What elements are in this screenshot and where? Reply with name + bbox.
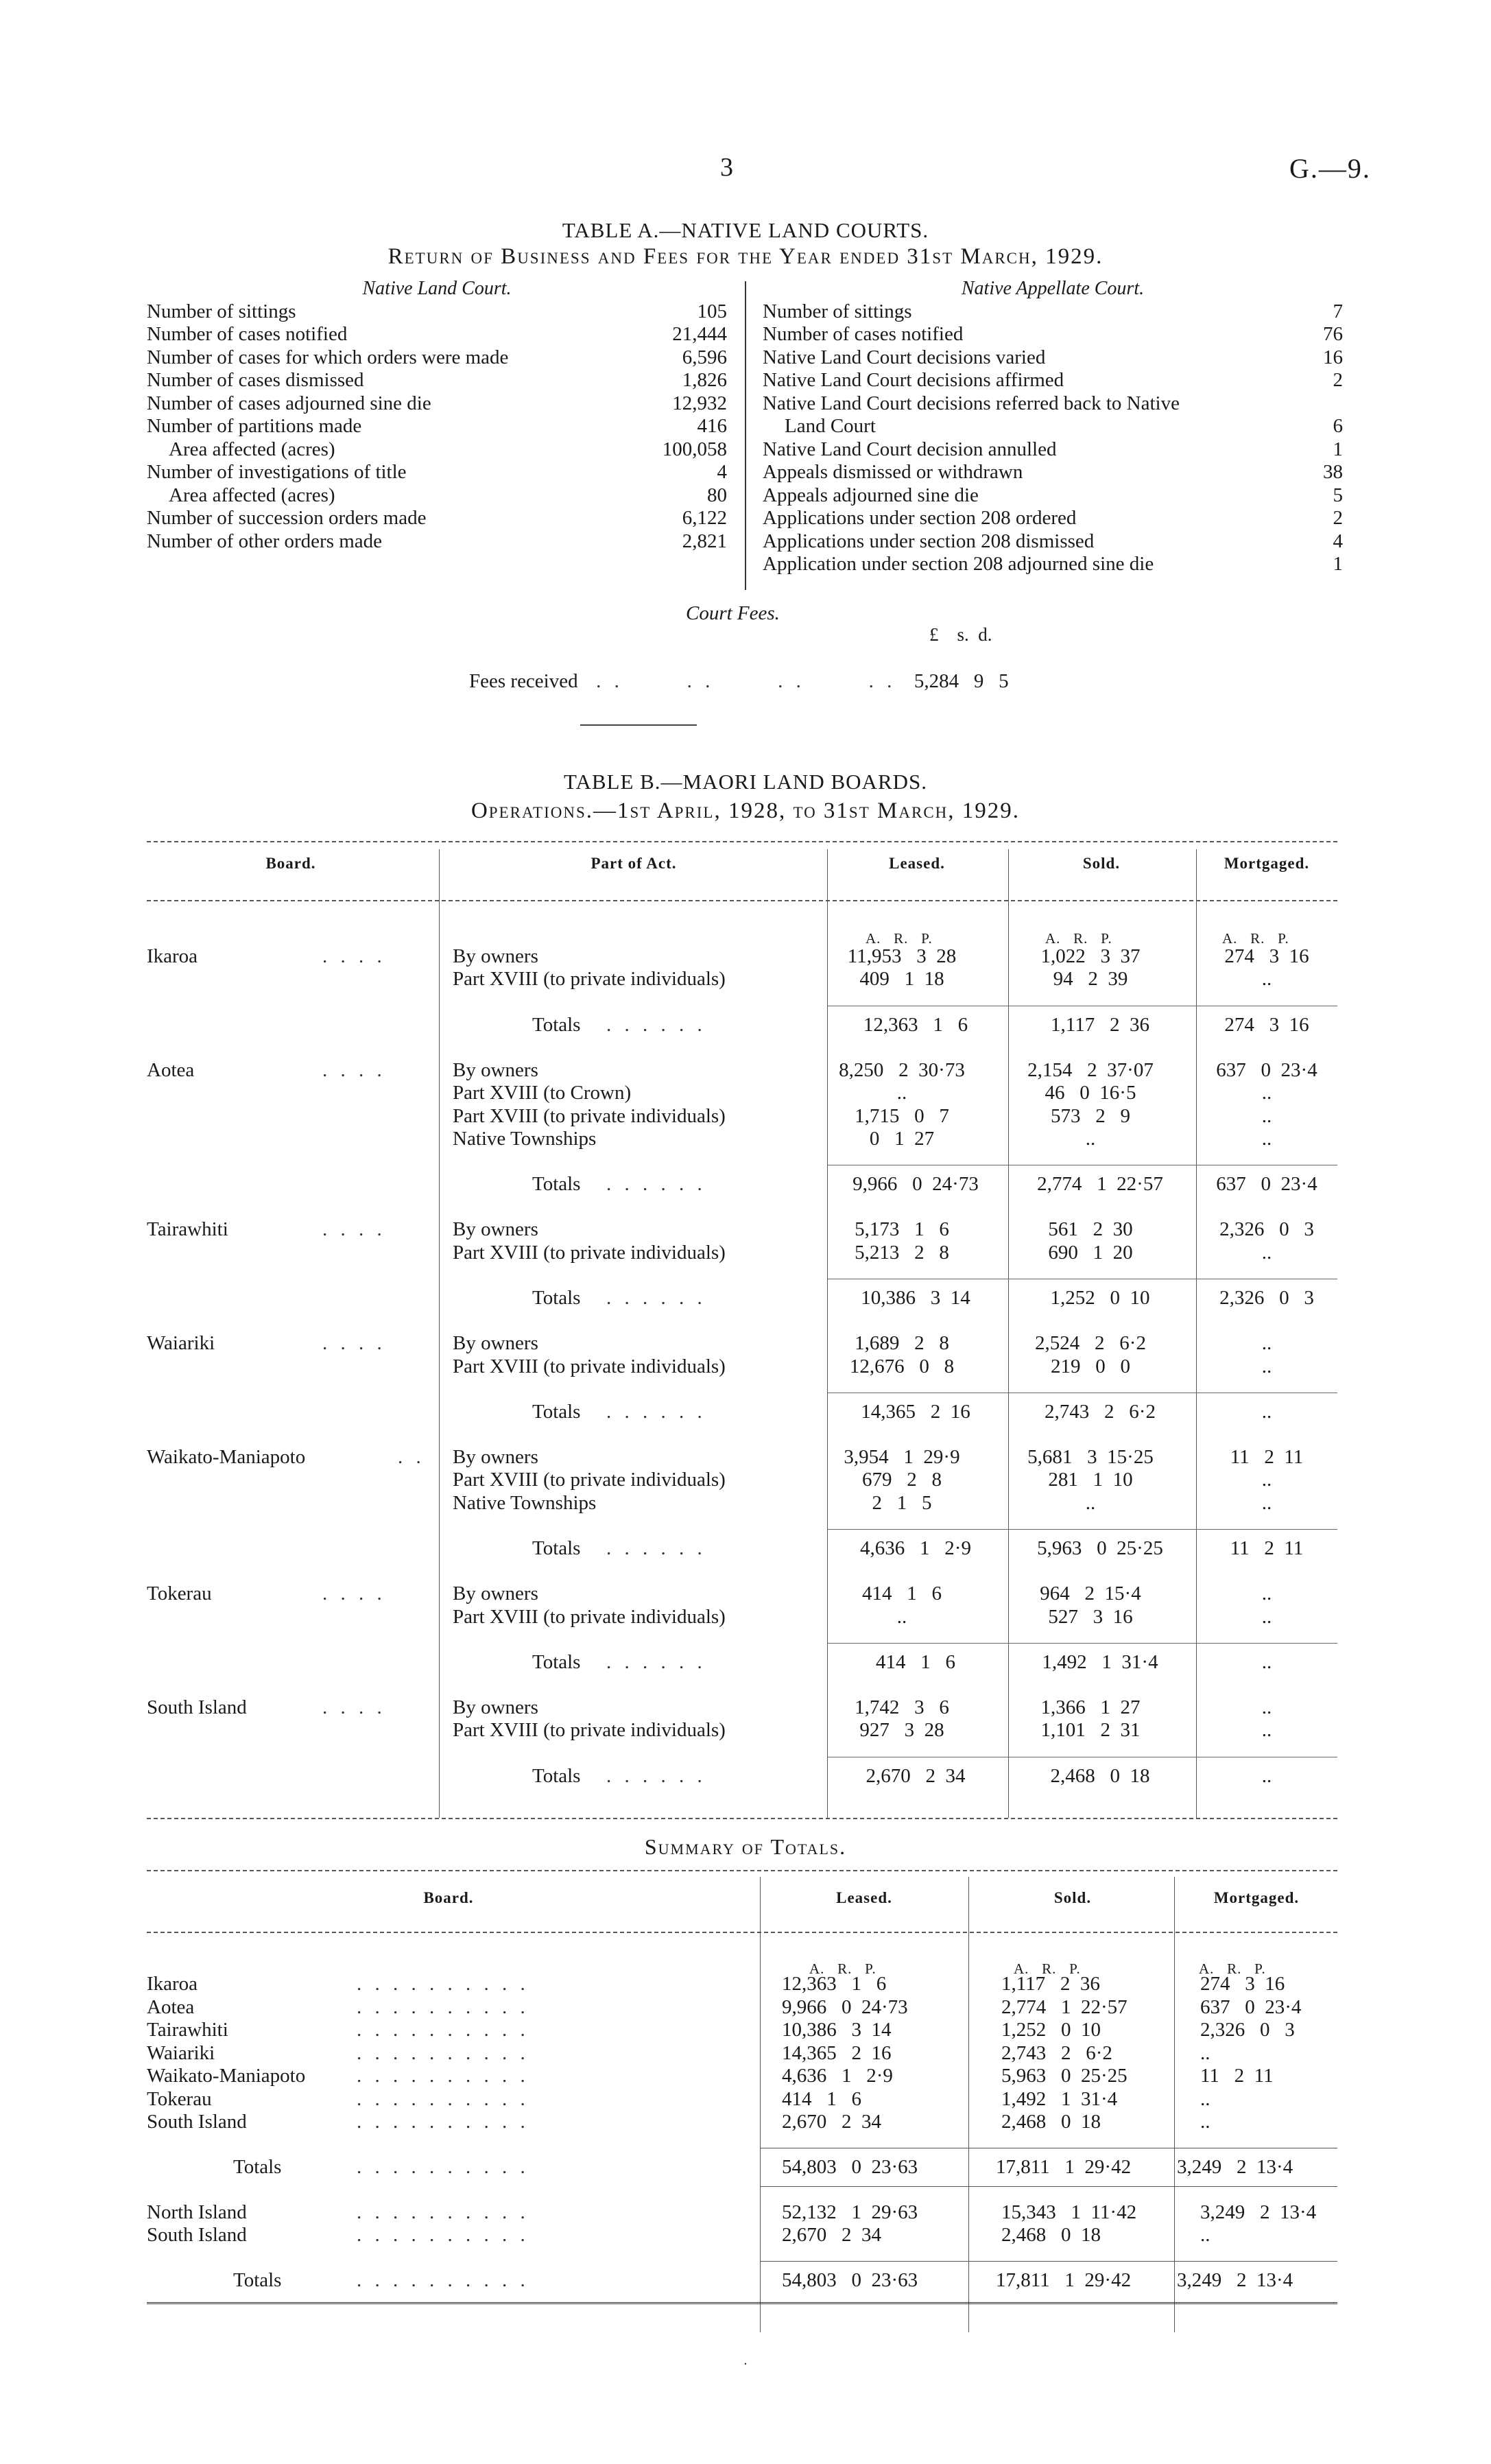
row-label: Appeals adjourned sine die xyxy=(763,484,979,506)
summary-column-rule xyxy=(968,1877,969,2332)
summary-leased: 2,670 2 34 xyxy=(782,2224,881,2246)
row-label: Area affected (acres) xyxy=(169,484,335,506)
table-b-title: TABLE B.—MAORI LAND BOARDS. xyxy=(563,770,927,794)
mortgaged-value: .. xyxy=(1261,1719,1272,1742)
row-label: Appeals dismissed or withdrawn xyxy=(763,461,1023,483)
part-of-act: Part XVIII (to Crown) xyxy=(453,1082,632,1104)
table-a-row xyxy=(763,553,1343,576)
leader-dots: . . . . . . xyxy=(606,1013,706,1036)
row-value: 4 xyxy=(717,461,727,483)
table-a-row xyxy=(147,415,727,438)
sold-value: 94 2 39 xyxy=(1053,968,1128,991)
row-label: Number of cases notified xyxy=(763,323,964,345)
leader-dots: . . . . . . xyxy=(606,1287,706,1310)
row-label: Number of cases adjourned sine die xyxy=(147,392,431,414)
summary-board: South Island xyxy=(147,2224,247,2246)
leader-dots: . . . . . . xyxy=(606,1764,706,1787)
row-label: Application under section 208 adjourned sine die xyxy=(763,553,1154,575)
table-b-bottom-rule xyxy=(147,1818,1337,1819)
summary-mortgaged: 274 3 16 xyxy=(1200,1973,1285,1995)
summary-top-rule xyxy=(147,1870,1337,1871)
sold-total: 1,252 0 10 xyxy=(1050,1287,1150,1310)
part-of-act-column-header: Part of Act. xyxy=(591,855,677,872)
row-value: 6,122 xyxy=(682,507,727,529)
part-of-act: Part XVIII (to private individuals) xyxy=(453,1104,726,1127)
summary-leased-header: Leased. xyxy=(836,1889,892,1906)
table-a-row xyxy=(763,530,1343,554)
board-name: Waikato-Maniapoto xyxy=(147,1446,306,1468)
row-value: 416 xyxy=(697,415,727,437)
leased-total: 2,670 2 34 xyxy=(866,1764,966,1787)
sold-value: 527 3 16 xyxy=(1048,1605,1133,1628)
summary-board: Ikaroa xyxy=(147,1973,198,1995)
leader-dots: . . . . xyxy=(322,1218,386,1241)
leased-value: 3,954 1 29·9 xyxy=(844,1446,960,1468)
part-of-act: Part XVIII (to private individuals) xyxy=(453,1719,726,1742)
summary-board: Waikato-Maniapoto xyxy=(147,2065,306,2087)
mortgaged-total: .. xyxy=(1261,1401,1272,1423)
totals-label: Totals xyxy=(532,1013,581,1036)
sold-value: 5,681 3 15·25 xyxy=(1027,1446,1154,1468)
table-a-subtitle: Return of Business and Fees for the Year ended 31st March, 1929. xyxy=(387,244,1104,269)
part-of-act: Native Townships xyxy=(453,1491,597,1514)
board-name: Tairawhiti xyxy=(147,1218,228,1241)
leased-total: 12,363 1 6 xyxy=(863,1013,968,1036)
leased-value: 679 2 8 xyxy=(862,1469,942,1491)
table-b-subtitle: Operations.—1st April, 1928, to 31st March, 1929. xyxy=(470,798,1021,823)
table-b-column-rule xyxy=(1196,849,1197,1818)
sold-total: 2,468 0 18 xyxy=(1050,1764,1150,1787)
leased-total: 9,966 0 24·73 xyxy=(852,1173,979,1196)
row-value: 80 xyxy=(707,484,727,506)
mortgaged-value: .. xyxy=(1261,1241,1272,1264)
totals-label: Totals xyxy=(532,1764,581,1787)
mortgaged-value: 274 3 16 xyxy=(1224,945,1309,967)
table-b-column-rule xyxy=(1008,849,1009,1818)
summary-units-0: A. R. P. xyxy=(809,1960,876,1977)
table-a-row xyxy=(147,346,727,370)
row-value: 76 xyxy=(1323,323,1343,345)
row-value: 38 xyxy=(1323,461,1343,483)
table-a-row xyxy=(763,300,1343,324)
row-label: Native Land Court decisions referred back to Native xyxy=(763,392,1180,414)
row-label: Native Land Court decisions affirmed xyxy=(763,369,1064,391)
summary-board: Waiariki xyxy=(147,2041,215,2064)
totals-label: Totals xyxy=(532,1287,581,1310)
row-label: Land Court xyxy=(785,415,876,437)
sold-value: 1,101 2 31 xyxy=(1040,1719,1141,1742)
mortgaged-total: .. xyxy=(1261,1651,1272,1673)
part-of-act: Part XVIII (to private individuals) xyxy=(453,1605,726,1628)
mortgaged-total: .. xyxy=(1261,1764,1272,1787)
row-value: 1,826 xyxy=(682,369,727,391)
summary-leased: 414 1 6 xyxy=(782,2087,861,2110)
summary-sold: 1,252 0 10 xyxy=(1001,2019,1101,2041)
row-value: 5 xyxy=(1333,484,1343,506)
mortgaged-value: .. xyxy=(1261,1128,1272,1150)
row-value: 6 xyxy=(1333,415,1343,437)
table-b-top-rule xyxy=(147,841,1337,842)
leader-dots: . . . . . . . . . . xyxy=(357,2041,529,2064)
board-name: Aotea xyxy=(147,1058,195,1081)
row-label: Area affected (acres) xyxy=(169,438,335,460)
part-of-act: Part XVIII (to private individuals) xyxy=(453,968,726,991)
units-label-sold: A. R. P. xyxy=(1045,930,1112,947)
part-of-act: By owners xyxy=(453,1332,538,1355)
mortgaged-value: .. xyxy=(1261,1605,1272,1628)
leader-dots: . . xyxy=(398,1446,425,1468)
summary-column-rule xyxy=(1174,1877,1175,2332)
summary-leased: 9,966 0 24·73 xyxy=(782,1995,908,2018)
leased-value: 414 1 6 xyxy=(862,1583,942,1605)
summary-sold: 2,774 1 22·57 xyxy=(1001,1995,1128,2018)
sold-column-header: Sold. xyxy=(1082,855,1121,872)
summary-leased: 14,365 2 16 xyxy=(782,2041,892,2064)
mortgaged-value: .. xyxy=(1261,1104,1272,1127)
mortgaged-total: 11 2 11 xyxy=(1230,1537,1304,1560)
mortgaged-value: .. xyxy=(1261,1332,1272,1355)
table-a-row xyxy=(763,346,1343,370)
leader-dots: . . . . xyxy=(322,1332,386,1355)
native-land-court-heading: Native Land Court. xyxy=(362,278,512,299)
mortgaged-total: 274 3 16 xyxy=(1224,1013,1309,1036)
row-label: Native Land Court decisions varied xyxy=(763,346,1046,368)
row-label: Number of cases dismissed xyxy=(147,369,364,391)
summary-sold: 1,117 2 36 xyxy=(1001,1973,1100,1995)
leader-dots: . . . . . . . . . . xyxy=(357,2224,529,2246)
row-label: Number of sittings xyxy=(147,300,296,322)
sold-total: 1,117 2 36 xyxy=(1051,1013,1149,1036)
leader-dots: . . . . xyxy=(322,1058,386,1081)
row-value: 105 xyxy=(697,300,727,322)
row-label: Number of sittings xyxy=(763,300,912,322)
table-a-row xyxy=(147,438,727,462)
totals-label: Totals xyxy=(532,1537,581,1560)
leader-dots: . . . . . . xyxy=(606,1401,706,1423)
row-value: 2 xyxy=(1333,369,1343,391)
column-divider xyxy=(745,281,746,590)
table-a-row xyxy=(763,438,1343,462)
row-value: 100,058 xyxy=(662,438,727,460)
mortgaged-value: .. xyxy=(1261,1469,1272,1491)
board-name: Ikaroa xyxy=(147,945,198,967)
mortgaged-total: 637 0 23·4 xyxy=(1216,1173,1317,1196)
leased-value: 1,742 3 6 xyxy=(855,1696,949,1718)
leased-total: 4,636 1 2·9 xyxy=(860,1537,971,1560)
row-label: Number of succession orders made xyxy=(147,507,427,529)
table-a-row xyxy=(763,461,1343,484)
row-value: 12,932 xyxy=(672,392,727,414)
leader-dots: . . . . . . . . . . xyxy=(357,2111,529,2133)
sold-total: 2,774 1 22·57 xyxy=(1037,1173,1163,1196)
subtotal-rule xyxy=(827,1643,1337,1644)
row-value: 2,821 xyxy=(682,530,727,552)
part-of-act: Part XVIII (to private individuals) xyxy=(453,1241,726,1264)
part-of-act: By owners xyxy=(453,945,538,967)
table-a-title: TABLE A.—NATIVE LAND COURTS. xyxy=(562,218,929,242)
sold-total: 2,743 2 6·2 xyxy=(1045,1401,1156,1423)
leased-total: 10,386 3 14 xyxy=(861,1287,970,1310)
summary-sold-header: Sold. xyxy=(1053,1889,1092,1906)
part-of-act: Native Townships xyxy=(453,1128,597,1150)
summary-column-rule xyxy=(760,1877,761,2332)
summary-total-leased: 54,803 0 23·63 xyxy=(782,2155,918,2178)
totals-label: Totals xyxy=(532,1401,581,1423)
summary-board: Tokerau xyxy=(147,2087,212,2110)
court-fees-heading: Court Fees. xyxy=(686,602,780,624)
row-value: 1 xyxy=(1333,438,1343,460)
leased-total: 414 1 6 xyxy=(876,1651,955,1673)
table-b-column-rule xyxy=(439,849,440,1818)
leased-value: 1,715 0 7 xyxy=(855,1104,949,1127)
board-column-header: Board. xyxy=(265,855,316,872)
leased-value: 12,676 0 8 xyxy=(849,1355,955,1377)
table-b-column-rule xyxy=(827,849,828,1818)
fees-received-value: 5,284 9 5 xyxy=(914,670,1009,692)
mortgaged-value: .. xyxy=(1261,968,1272,991)
summary-board: North Island xyxy=(147,2201,247,2223)
native-land-court-column xyxy=(147,277,727,553)
leader-dots: . . . . . . . . . . xyxy=(357,2019,529,2041)
leased-value: 2 1 5 xyxy=(872,1491,932,1514)
summary-total-mortgaged: 3,249 2 13·4 xyxy=(1177,2155,1293,2178)
leased-column-header: Leased. xyxy=(889,855,945,872)
summary-board: South Island xyxy=(147,2111,247,2133)
mortgaged-column-header: Mortgaged. xyxy=(1224,855,1310,872)
row-value: 7 xyxy=(1333,300,1343,322)
leased-value: 1,689 2 8 xyxy=(855,1332,949,1355)
leader-dots: . . . . . . xyxy=(606,1537,706,1560)
table-a-row xyxy=(147,461,727,484)
summary-sold: 2,468 0 18 xyxy=(1001,2111,1101,2133)
leader-dots: . . . . . . . . . . xyxy=(357,2087,529,2110)
row-value: 6,596 xyxy=(682,346,727,368)
sold-value: 46 0 16·5 xyxy=(1045,1082,1136,1104)
summary-sold: 1,492 1 31·4 xyxy=(1001,2087,1118,2110)
table-a-row xyxy=(763,323,1343,346)
leased-value: 11,953 3 28 xyxy=(847,945,957,967)
row-label: Applications under section 208 dismissed xyxy=(763,530,1095,552)
leased-value: 5,213 2 8 xyxy=(855,1241,949,1264)
sold-value: .. xyxy=(1085,1491,1096,1514)
part-of-act: By owners xyxy=(453,1446,538,1468)
document-reference: G.—9. xyxy=(1289,153,1371,184)
summary-totals-label: Totals xyxy=(233,2155,282,2178)
summary-mortgaged: 2,326 0 3 xyxy=(1200,2019,1295,2041)
summary-units-1: A. R. P. xyxy=(1014,1960,1081,1977)
summary-total-sold: 17,811 1 29·42 xyxy=(996,2268,1132,2291)
mortgaged-value: .. xyxy=(1261,1696,1272,1718)
board-name: Tokerau xyxy=(147,1583,212,1605)
summary-leased: 2,670 2 34 xyxy=(782,2111,881,2133)
summary-header-rule xyxy=(147,1932,1337,1933)
summary-leased: 10,386 3 14 xyxy=(782,2019,892,2041)
leader-dots: . . . . . . . . . . xyxy=(357,2065,529,2087)
summary-total-rule xyxy=(760,2186,1337,2187)
sold-value: 2,524 2 6·2 xyxy=(1035,1332,1146,1355)
mortgaged-value: .. xyxy=(1261,1355,1272,1377)
row-value: 4 xyxy=(1333,530,1343,552)
totals-label: Totals xyxy=(532,1173,581,1196)
subtotal-rule xyxy=(827,1529,1337,1530)
summary-leased: 4,636 1 2·9 xyxy=(782,2065,893,2087)
leased-value: 8,250 2 30·73 xyxy=(839,1058,965,1081)
table-a-row xyxy=(147,300,727,324)
summary-leased: 52,132 1 29·63 xyxy=(782,2201,918,2223)
part-of-act: By owners xyxy=(453,1583,538,1605)
summary-title: Summary of Totals. xyxy=(644,1834,847,1859)
part-of-act: Part XVIII (to private individuals) xyxy=(453,1355,726,1377)
table-a-row xyxy=(147,369,727,392)
mortgaged-total: 2,326 0 3 xyxy=(1219,1287,1314,1310)
table-a-row xyxy=(763,484,1343,508)
summary-total-rule xyxy=(760,2261,1337,2262)
leased-total: 14,365 2 16 xyxy=(861,1401,970,1423)
summary-mortgaged: 11 2 11 xyxy=(1200,2065,1274,2087)
leased-value: 409 1 18 xyxy=(859,968,944,991)
leased-value: 927 3 28 xyxy=(859,1719,944,1742)
summary-board: Tairawhiti xyxy=(147,2019,228,2041)
summary-mortgaged: 3,249 2 13·4 xyxy=(1200,2201,1317,2223)
leased-value: .. xyxy=(896,1605,907,1628)
table-a-row xyxy=(763,369,1343,392)
summary-units-2: A. R. P. xyxy=(1199,1960,1266,1977)
leader-dots: . . . . . . xyxy=(606,1651,706,1673)
sold-value: 964 2 15·4 xyxy=(1040,1583,1141,1605)
leader-dots: . . . . xyxy=(322,1696,386,1718)
summary-bottom-rule xyxy=(147,2302,1337,2304)
summary-mortgaged: .. xyxy=(1200,2087,1210,2110)
summary-mortgaged-header: Mortgaged. xyxy=(1213,1889,1300,1906)
row-value: 1 xyxy=(1333,553,1343,575)
row-label: Number of investigations of title xyxy=(147,461,407,483)
row-label: Number of other orders made xyxy=(147,530,383,552)
summary-mortgaged: 637 0 23·4 xyxy=(1200,1995,1302,2018)
sold-value: 219 0 0 xyxy=(1051,1355,1130,1377)
mortgaged-value: .. xyxy=(1261,1082,1272,1104)
sold-value: 2,154 2 37·07 xyxy=(1027,1058,1154,1081)
sold-value: .. xyxy=(1085,1128,1096,1150)
row-label: Number of cases notified xyxy=(147,323,348,345)
board-name: South Island xyxy=(147,1696,247,1718)
row-value: 21,444 xyxy=(672,323,727,345)
summary-mortgaged: .. xyxy=(1200,2041,1210,2064)
summary-mortgaged: .. xyxy=(1200,2111,1210,2133)
leader-dots: . . . . . . . . . . xyxy=(357,2155,529,2178)
row-label: Native Land Court decision annulled xyxy=(763,438,1057,460)
mortgaged-value: 11 2 11 xyxy=(1230,1446,1304,1468)
table-a-row xyxy=(147,323,727,346)
table-a-row xyxy=(763,392,1343,416)
summary-leased: 12,363 1 6 xyxy=(782,1973,887,1995)
summary-sold: 5,963 0 25·25 xyxy=(1001,2065,1128,2087)
page-number: 3 xyxy=(720,153,733,182)
section-divider xyxy=(580,724,697,726)
summary-total-mortgaged: 3,249 2 13·4 xyxy=(1177,2268,1293,2291)
leader-dots: . . . . . . . . . . xyxy=(357,2268,529,2291)
sold-value: 573 2 9 xyxy=(1051,1104,1130,1127)
leader-dots: . . . . . . . . . . xyxy=(357,1995,529,2018)
part-of-act: Part XVIII (to private individuals) xyxy=(453,1469,726,1491)
summary-totals-label: Totals xyxy=(233,2268,282,2291)
table-a-row xyxy=(147,530,727,554)
table-a-row xyxy=(147,507,727,530)
sold-value: 281 1 10 xyxy=(1048,1469,1133,1491)
summary-total-sold: 17,811 1 29·42 xyxy=(996,2155,1132,2178)
document-page: 3 G.—9. TABLE A.—NATIVE LAND COURTS. Return of Business and Fees for the Year ended 31st March, 1929. Native Land Court. Number of sittings 105 Number of cases notified 21,444 Number of cases for which orders were made 6,596 Number of cases dismissed 1,826 Number of cases adjourned sine die 12,932 Number of partitions made 416 Area affected (acres) 100,058 Number of investigations of title 4 Area affected (acres) 80 Number of succession orders made 6,122 Number of other orders made 2,821 Native Appellate Court. Number of sittings 7 Number of cases notified 76 Native Land Court decisions varied 16 Native Land Court decisions affirmed 2 Native Land Court decisions referred back to Native Land Court 6 Native Land Court decision annulled 1 Appeals dismissed or withdrawn 38 Appeals adjourned sine die 5 Applications under section 208 ordered 2 Applications under section 208 dismissed 4 Application under section 208 adjourned sine die 1 Court Fees. £ s. d. Fees received . . . . . . . . 5,284 9 5 TABLE B.—MAORI LAND BOARDS. Operations.—1st April, 1928, to 31st March, 1929. Summary of Totals. . Board. Part of Act. Leased. Sold. Mortgaged. A. R. P. A. R. P. A. R. P. Ikaroa . . . . By owners 11,953 3 28 1,022 3 37 274 3 16 Part XVIII (to private individuals) 409 1 18 94 2 39 .. Totals . . . . . . 12,363 1 6 1,117 2 36 274 3 16 Aotea . . . . By owners 8,250 2 30·73 2,154 2 37·07 637 0 23·4 Part XVIII (to Crown) .. 46 0 16·5 .. Part XVIII (to private individuals) 1,715 0 7 573 2 9 .. Native Townships 0 1 27 .. .. Totals . . . . . . 9,966 0 24·73 2,774 1 22·57 637 0 23·4 Tairawhiti . . . . By owners 5,173 1 6 561 2 30 2,326 0 3 Part XVIII (to private individuals) 5,213 2 8 690 1 20 .. Totals . . . . . . 10,386 3 14 1,252 0 10 2,326 0 3 Waiariki . . . . By owners 1,689 2 8 2,524 2 6·2 .. Part XVIII (to private individuals) 12,676 0 8 219 0 0 .. Totals . . . . . . 14,365 2 16 2,743 2 6·2 .. Waikato-Maniapoto . . By owners 3,954 1 29·9 5,681 3 15·25 11 2 11 Part XVIII (to private individuals) 679 2 8 281 1 10 .. Native Townships 2 1 5 .. .. Totals . . . . . . 4,636 1 2·9 5,963 0 25·25 11 2 11 Tokerau . . . . By owners 414 1 6 964 2 15·4 .. Part XVIII (to private individuals) .. 527 3 16 .. Totals . . . . . . 414 1 6 1,492 1 31·4 .. South Island . . . . By owners 1,742 3 6 1,366 1 27 .. Part XVIII (to private individuals) 927 3 28 1,101 2 31 .. Totals . . . . . . 2,670 2 34 2,468 0 18 .. Board. Leased. Sold. Mortgaged. A. R. P. A. R. P. A. R. P. Ikaroa . . . . . . . . . . 12,363 1 6 1,117 2 36 274 3 16 Aotea . . . . . . . . . . 9,966 0 24·73 2,774 1 22·57 637 0 23·4 Tairawhiti . . . . . . . . . . 10,386 3 14 1,252 0 10 2,326 0 3 Waiariki . . . . . . . . . . 14,365 2 16 2,743 2 6·2 .. Waikato-Maniapoto . . . . . . . . . . 4,636 1 2·9 5,963 0 25·25 11 2 11 Tokerau . . . . . . . . . . 414 1 6 1,492 1 31·4 .. South Island . . . . . . . . . . 2,670 2 34 2,468 0 18 .. Totals . . . . . . . . . . 54,803 0 23·63 17,811 1 29·42 3,249 2 13·4 North Island . . . . . . . . . . 52,132 1 29·63 15,343 1 11·42 3,249 2 13·4 South Island . . . . . . . . . . 2,670 2 34 2,468 0 18 .. Totals . . . . . . . . . . 54,803 0 23·63 17,811 1 29·42 3,249 2 13·4 xyxy=(0,0,1491,2464)
row-value: 2 xyxy=(1333,507,1343,529)
leased-value: 5,173 1 6 xyxy=(855,1218,949,1241)
table-b-header-rule xyxy=(147,900,1337,901)
summary-sold: 15,343 1 11·42 xyxy=(1001,2201,1137,2223)
sold-value: 1,022 3 37 xyxy=(1040,945,1141,967)
native-appellate-court-column xyxy=(763,277,1343,576)
summary-total-leased: 54,803 0 23·63 xyxy=(782,2268,918,2291)
summary-sold: 2,743 2 6·2 xyxy=(1001,2041,1112,2064)
mortgaged-value: .. xyxy=(1261,1491,1272,1514)
leader-dots: . . . . . . . . . . xyxy=(357,2201,529,2223)
table-a-row xyxy=(763,507,1343,530)
sold-value: 561 2 30 xyxy=(1048,1218,1133,1241)
table-a-row xyxy=(763,415,1343,438)
sold-value: 690 1 20 xyxy=(1048,1241,1133,1264)
board-name: Waiariki xyxy=(147,1332,215,1355)
row-label: Number of cases for which orders were made xyxy=(147,346,509,368)
summary-board-header: Board. xyxy=(423,1889,474,1906)
leased-value: .. xyxy=(896,1082,907,1104)
part-of-act: By owners xyxy=(453,1696,538,1718)
summary-mortgaged: .. xyxy=(1200,2224,1210,2246)
summary-sold: 2,468 0 18 xyxy=(1001,2224,1101,2246)
summary-board: Aotea xyxy=(147,1995,195,2018)
totals-label: Totals xyxy=(532,1651,581,1673)
fees-received-row: Fees received . . . . . . . . 5,284 9 5 xyxy=(469,670,1009,692)
part-of-act: By owners xyxy=(453,1058,538,1081)
row-value: 16 xyxy=(1323,346,1343,368)
row-label: Number of partitions made xyxy=(147,415,362,437)
leader-dots: . . . . xyxy=(322,945,386,967)
fees-received-label: Fees received xyxy=(469,670,578,692)
leader-dots: . . . . xyxy=(322,1583,386,1605)
native-appellate-court-heading: Native Appellate Court. xyxy=(961,278,1145,299)
part-of-act: By owners xyxy=(453,1218,538,1241)
mortgaged-value: .. xyxy=(1261,1583,1272,1605)
units-label-mortgaged: A. R. P. xyxy=(1222,930,1289,947)
mortgaged-value: 2,326 0 3 xyxy=(1219,1218,1314,1241)
sold-value: 1,366 1 27 xyxy=(1040,1696,1141,1718)
table-a-row xyxy=(147,392,727,416)
row-label: Applications under section 208 ordered xyxy=(763,507,1077,529)
table-a-row xyxy=(147,484,727,508)
leased-value: 0 1 27 xyxy=(869,1128,935,1150)
sold-total: 1,492 1 31·4 xyxy=(1042,1651,1158,1673)
mortgaged-value: 637 0 23·4 xyxy=(1216,1058,1317,1081)
leader-dots: . . . . . . . . . . xyxy=(357,1973,529,1995)
sold-total: 5,963 0 25·25 xyxy=(1037,1537,1163,1560)
units-label-leased: A. R. P. xyxy=(866,930,933,947)
leader-dots: . . . . . . xyxy=(606,1173,706,1196)
fees-units: £ s. d. xyxy=(929,624,992,645)
